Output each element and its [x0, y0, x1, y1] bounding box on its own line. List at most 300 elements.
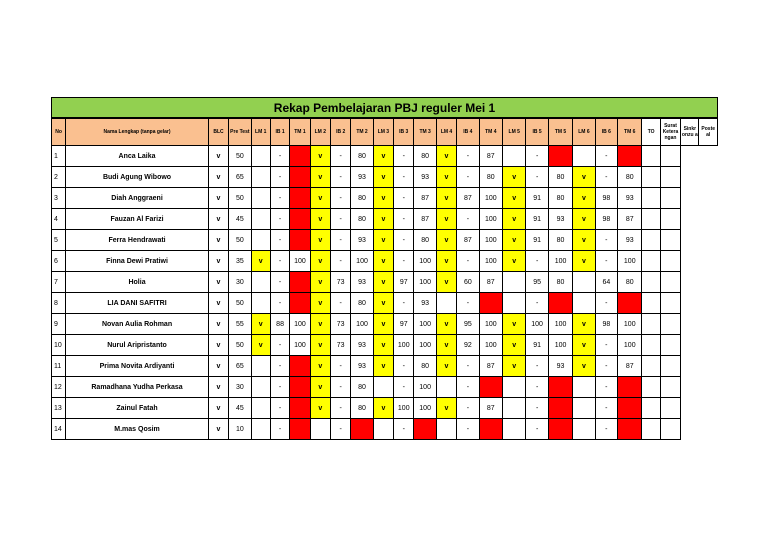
score-cell [642, 419, 660, 440]
score-cell: - [595, 293, 617, 314]
score-cell [503, 377, 526, 398]
score-cell [251, 377, 270, 398]
score-cell: 100 [414, 314, 436, 335]
score-cell [310, 419, 330, 440]
score-cell [436, 419, 456, 440]
score-cell: 88 [270, 314, 289, 335]
column-header: TM 4 [479, 119, 502, 146]
column-header: No [52, 119, 66, 146]
participant-name: Finna Dewi Pratiwi [66, 251, 209, 272]
score-cell: 50 [229, 293, 251, 314]
participant-name: Anca Laika [66, 146, 209, 167]
check-cell: v [436, 272, 456, 293]
missing-cell [548, 293, 572, 314]
column-header: Poste al [699, 119, 718, 146]
check-cell: v [373, 146, 393, 167]
score-cell: - [270, 167, 289, 188]
score-cell: 91 [526, 209, 548, 230]
score-cell: 93 [414, 293, 436, 314]
score-cell [251, 146, 270, 167]
score-cell: 50 [229, 335, 251, 356]
score-cell: - [330, 209, 350, 230]
score-cell: - [526, 293, 548, 314]
score-cell: - [457, 209, 479, 230]
check-cell: v [573, 356, 595, 377]
score-cell: - [330, 146, 350, 167]
check-cell: v [373, 251, 393, 272]
check-cell: v [310, 293, 330, 314]
score-cell: 55 [229, 314, 251, 335]
score-cell: - [330, 230, 350, 251]
score-cell: v [208, 272, 228, 293]
table-row [52, 314, 718, 335]
participant-name: Fauzan Al Farizi [66, 209, 209, 230]
column-header: LM 3 [373, 119, 393, 146]
participant-name: Novan Aulia Rohman [66, 314, 209, 335]
score-cell: 45 [229, 209, 251, 230]
score-cell: 80 [618, 272, 642, 293]
missing-cell [479, 293, 502, 314]
participant-name: Ramadhana Yudha Perkasa [66, 377, 209, 398]
score-cell: 93 [351, 356, 373, 377]
score-cell: 93 [618, 230, 642, 251]
score-cell: v [208, 188, 228, 209]
score-cell: - [270, 335, 289, 356]
score-cell [642, 146, 660, 167]
check-cell: v [310, 377, 330, 398]
column-header: TM 2 [351, 119, 373, 146]
participant-name: Ferra Hendrawati [66, 230, 209, 251]
check-cell: v [310, 209, 330, 230]
score-cell: 30 [229, 272, 251, 293]
score-cell: - [526, 146, 548, 167]
score-cell: 87 [479, 272, 502, 293]
score-cell: 80 [548, 188, 572, 209]
score-cell [660, 398, 680, 419]
score-cell: 87 [414, 188, 436, 209]
table-row [52, 398, 718, 419]
score-cell: - [330, 293, 350, 314]
score-cell: - [270, 209, 289, 230]
score-cell: - [595, 398, 617, 419]
score-cell: 92 [457, 335, 479, 356]
score-cell: 100 [394, 398, 414, 419]
row-number: 13 [52, 398, 66, 419]
score-cell: 80 [351, 188, 373, 209]
missing-cell [548, 377, 572, 398]
check-cell: v [436, 146, 456, 167]
participant-name: M.mas Qosim [66, 419, 209, 440]
score-cell: 93 [351, 335, 373, 356]
score-cell: 80 [414, 356, 436, 377]
score-cell: 100 [526, 314, 548, 335]
score-cell: - [457, 293, 479, 314]
check-cell: v [310, 335, 330, 356]
score-cell [503, 146, 526, 167]
participant-name: Zainul Fatah [66, 398, 209, 419]
sheet-title: Rekap Pembelajaran PBJ reguler Mei 1 [51, 97, 718, 118]
score-cell: 60 [457, 272, 479, 293]
check-cell: v [573, 167, 595, 188]
score-cell [573, 293, 595, 314]
score-cell: 10 [229, 419, 251, 440]
score-cell: - [457, 167, 479, 188]
check-cell: v [436, 209, 456, 230]
missing-cell [479, 377, 502, 398]
score-cell: 80 [618, 167, 642, 188]
column-header: LM 2 [310, 119, 330, 146]
missing-cell [290, 419, 310, 440]
column-header: TM 3 [414, 119, 436, 146]
score-cell: 93 [414, 167, 436, 188]
row-number: 1 [52, 146, 66, 167]
score-cell: 87 [618, 356, 642, 377]
check-cell: v [373, 314, 393, 335]
column-header: LM 6 [573, 119, 595, 146]
spreadsheet [51, 97, 718, 440]
score-cell: - [330, 377, 350, 398]
score-cell: - [270, 188, 289, 209]
score-cell: 97 [394, 314, 414, 335]
score-cell: 87 [479, 398, 502, 419]
check-cell: v [373, 188, 393, 209]
score-cell: 73 [330, 314, 350, 335]
check-cell: v [573, 314, 595, 335]
score-cell: - [270, 146, 289, 167]
score-cell: 80 [351, 293, 373, 314]
missing-cell [414, 419, 436, 440]
check-cell: v [503, 209, 526, 230]
score-cell: - [457, 419, 479, 440]
score-cell [251, 167, 270, 188]
score-cell: 100 [351, 314, 373, 335]
score-cell: - [457, 398, 479, 419]
score-cell: 100 [414, 272, 436, 293]
missing-cell [618, 293, 642, 314]
score-cell: 100 [548, 335, 572, 356]
score-cell: 87 [414, 209, 436, 230]
score-cell [660, 251, 680, 272]
score-cell: 91 [526, 230, 548, 251]
check-cell: v [436, 251, 456, 272]
score-cell: 80 [414, 230, 436, 251]
score-cell [573, 272, 595, 293]
row-number: 10 [52, 335, 66, 356]
score-cell [373, 377, 393, 398]
score-cell [642, 335, 660, 356]
check-cell: v [503, 251, 526, 272]
table-row [52, 230, 718, 251]
column-header: LM 4 [436, 119, 456, 146]
score-cell: 80 [479, 167, 502, 188]
score-cell [251, 272, 270, 293]
score-cell: - [457, 356, 479, 377]
score-cell: 100 [548, 251, 572, 272]
row-number: 12 [52, 377, 66, 398]
score-cell [642, 230, 660, 251]
score-cell: 93 [351, 272, 373, 293]
score-cell: - [270, 272, 289, 293]
score-cell: 100 [414, 335, 436, 356]
score-cell: 100 [479, 230, 502, 251]
missing-cell [290, 167, 310, 188]
score-cell: - [330, 188, 350, 209]
score-cell: 80 [351, 377, 373, 398]
missing-cell [290, 377, 310, 398]
score-cell: - [330, 251, 350, 272]
score-cell: - [330, 398, 350, 419]
check-cell: v [310, 398, 330, 419]
column-header: IB 4 [457, 119, 479, 146]
missing-cell [618, 146, 642, 167]
check-cell: v [503, 167, 526, 188]
row-number: 2 [52, 167, 66, 188]
table-row [52, 167, 718, 188]
score-cell: - [526, 419, 548, 440]
score-cell: 100 [479, 251, 502, 272]
check-cell: v [436, 356, 456, 377]
score-cell: v [208, 314, 228, 335]
column-header: Sinkr onzu a [681, 119, 699, 146]
score-cell: 73 [330, 272, 350, 293]
score-cell: - [394, 146, 414, 167]
score-cell: - [330, 419, 350, 440]
check-cell: v [503, 188, 526, 209]
column-header: Surat Ketera ngan [660, 119, 680, 146]
row-number: 3 [52, 188, 66, 209]
score-cell: - [394, 209, 414, 230]
score-cell: 100 [414, 251, 436, 272]
score-cell: 100 [618, 251, 642, 272]
score-cell: - [526, 398, 548, 419]
column-header: IB 1 [270, 119, 289, 146]
score-cell [642, 272, 660, 293]
score-cell: 100 [548, 314, 572, 335]
missing-cell [290, 230, 310, 251]
score-cell: 100 [414, 398, 436, 419]
score-cell: - [270, 251, 289, 272]
score-cell: 87 [457, 230, 479, 251]
check-cell: v [373, 230, 393, 251]
score-cell: 64 [595, 272, 617, 293]
score-cell: - [270, 377, 289, 398]
missing-cell [618, 398, 642, 419]
score-cell: - [394, 188, 414, 209]
score-cell [642, 314, 660, 335]
row-number: 5 [52, 230, 66, 251]
missing-cell [290, 272, 310, 293]
column-header: IB 5 [526, 119, 548, 146]
missing-cell [548, 419, 572, 440]
check-cell: v [251, 335, 270, 356]
table-row [52, 335, 718, 356]
score-cell: v [208, 251, 228, 272]
score-cell: - [457, 146, 479, 167]
score-cell: 95 [526, 272, 548, 293]
score-cell: - [394, 167, 414, 188]
score-cell: 50 [229, 146, 251, 167]
score-cell [251, 230, 270, 251]
participant-name: LIA DANI SAFITRI [66, 293, 209, 314]
score-cell [503, 419, 526, 440]
missing-cell [290, 209, 310, 230]
score-cell: 93 [548, 356, 572, 377]
missing-cell [290, 356, 310, 377]
score-cell: - [270, 356, 289, 377]
missing-cell [290, 293, 310, 314]
check-cell: v [310, 272, 330, 293]
row-number: 8 [52, 293, 66, 314]
check-cell: v [310, 167, 330, 188]
score-cell: - [457, 251, 479, 272]
score-cell: - [595, 377, 617, 398]
check-cell: v [503, 356, 526, 377]
score-cell: - [394, 356, 414, 377]
row-number: 14 [52, 419, 66, 440]
table-row [52, 251, 718, 272]
score-cell: 73 [330, 335, 350, 356]
check-cell: v [573, 251, 595, 272]
row-number: 9 [52, 314, 66, 335]
missing-cell [290, 188, 310, 209]
score-cell: 100 [618, 314, 642, 335]
check-cell: v [503, 314, 526, 335]
column-header: LM 5 [503, 119, 526, 146]
score-cell [660, 356, 680, 377]
score-cell: v [208, 356, 228, 377]
check-cell: v [373, 293, 393, 314]
participant-name: Budi Agung Wibowo [66, 167, 209, 188]
participant-name: Prima Novita Ardiyanti [66, 356, 209, 377]
score-cell: 100 [414, 377, 436, 398]
score-cell [373, 419, 393, 440]
score-cell: 100 [479, 335, 502, 356]
score-cell: - [270, 419, 289, 440]
score-cell: 87 [479, 356, 502, 377]
check-cell: v [310, 146, 330, 167]
score-cell [660, 314, 680, 335]
check-cell: v [310, 188, 330, 209]
row-number: 11 [52, 356, 66, 377]
score-cell: 80 [548, 272, 572, 293]
score-cell: 98 [595, 209, 617, 230]
score-cell [436, 377, 456, 398]
score-cell [642, 356, 660, 377]
check-cell: v [373, 209, 393, 230]
table-row [52, 356, 718, 377]
missing-cell [548, 146, 572, 167]
score-cell [642, 398, 660, 419]
score-cell: - [595, 419, 617, 440]
score-cell: - [457, 377, 479, 398]
check-cell: v [573, 188, 595, 209]
score-cell: 35 [229, 251, 251, 272]
score-cell: - [394, 230, 414, 251]
column-header: IB 2 [330, 119, 350, 146]
score-cell: 95 [457, 314, 479, 335]
check-cell: v [373, 356, 393, 377]
rekap-table [51, 118, 718, 440]
score-cell: 93 [351, 230, 373, 251]
score-cell: 100 [479, 314, 502, 335]
score-cell [251, 209, 270, 230]
score-cell: 100 [479, 209, 502, 230]
score-cell [251, 188, 270, 209]
score-cell: 45 [229, 398, 251, 419]
check-cell: v [573, 335, 595, 356]
score-cell [436, 293, 456, 314]
table-row [52, 146, 718, 167]
score-cell [642, 293, 660, 314]
score-cell: - [526, 356, 548, 377]
score-cell [642, 377, 660, 398]
score-cell [251, 293, 270, 314]
row-number: 6 [52, 251, 66, 272]
score-cell: 65 [229, 356, 251, 377]
score-cell: 100 [290, 314, 310, 335]
missing-cell [290, 398, 310, 419]
score-cell [503, 272, 526, 293]
column-header: BLC [208, 119, 228, 146]
score-cell: v [208, 398, 228, 419]
score-cell: - [595, 230, 617, 251]
column-header: IB 6 [595, 119, 617, 146]
score-cell: v [208, 209, 228, 230]
score-cell: 100 [290, 335, 310, 356]
score-cell: 65 [229, 167, 251, 188]
score-cell: - [394, 293, 414, 314]
score-cell: 87 [618, 209, 642, 230]
score-cell: 87 [479, 146, 502, 167]
score-cell: - [526, 377, 548, 398]
score-cell: v [208, 167, 228, 188]
score-cell: v [208, 293, 228, 314]
score-cell: v [208, 335, 228, 356]
score-cell [251, 356, 270, 377]
score-cell [573, 419, 595, 440]
score-cell [660, 188, 680, 209]
score-cell [642, 209, 660, 230]
column-header: TM 6 [618, 119, 642, 146]
table-row [52, 188, 718, 209]
table-row [52, 272, 718, 293]
score-cell [503, 293, 526, 314]
header-row [52, 119, 718, 146]
score-cell: - [526, 167, 548, 188]
score-cell: 87 [457, 188, 479, 209]
score-cell: 93 [618, 188, 642, 209]
column-header: LM 1 [251, 119, 270, 146]
check-cell: v [310, 251, 330, 272]
score-cell: 91 [526, 335, 548, 356]
score-cell: 80 [548, 230, 572, 251]
check-cell: v [436, 230, 456, 251]
score-cell: 80 [351, 209, 373, 230]
score-cell [660, 293, 680, 314]
score-cell [660, 377, 680, 398]
score-cell: - [595, 146, 617, 167]
missing-cell [618, 419, 642, 440]
score-cell: - [330, 356, 350, 377]
missing-cell [479, 419, 502, 440]
check-cell: v [310, 230, 330, 251]
missing-cell [548, 398, 572, 419]
score-cell: 50 [229, 188, 251, 209]
score-cell: - [394, 377, 414, 398]
score-cell: 93 [351, 167, 373, 188]
score-cell [660, 167, 680, 188]
check-cell: v [373, 167, 393, 188]
